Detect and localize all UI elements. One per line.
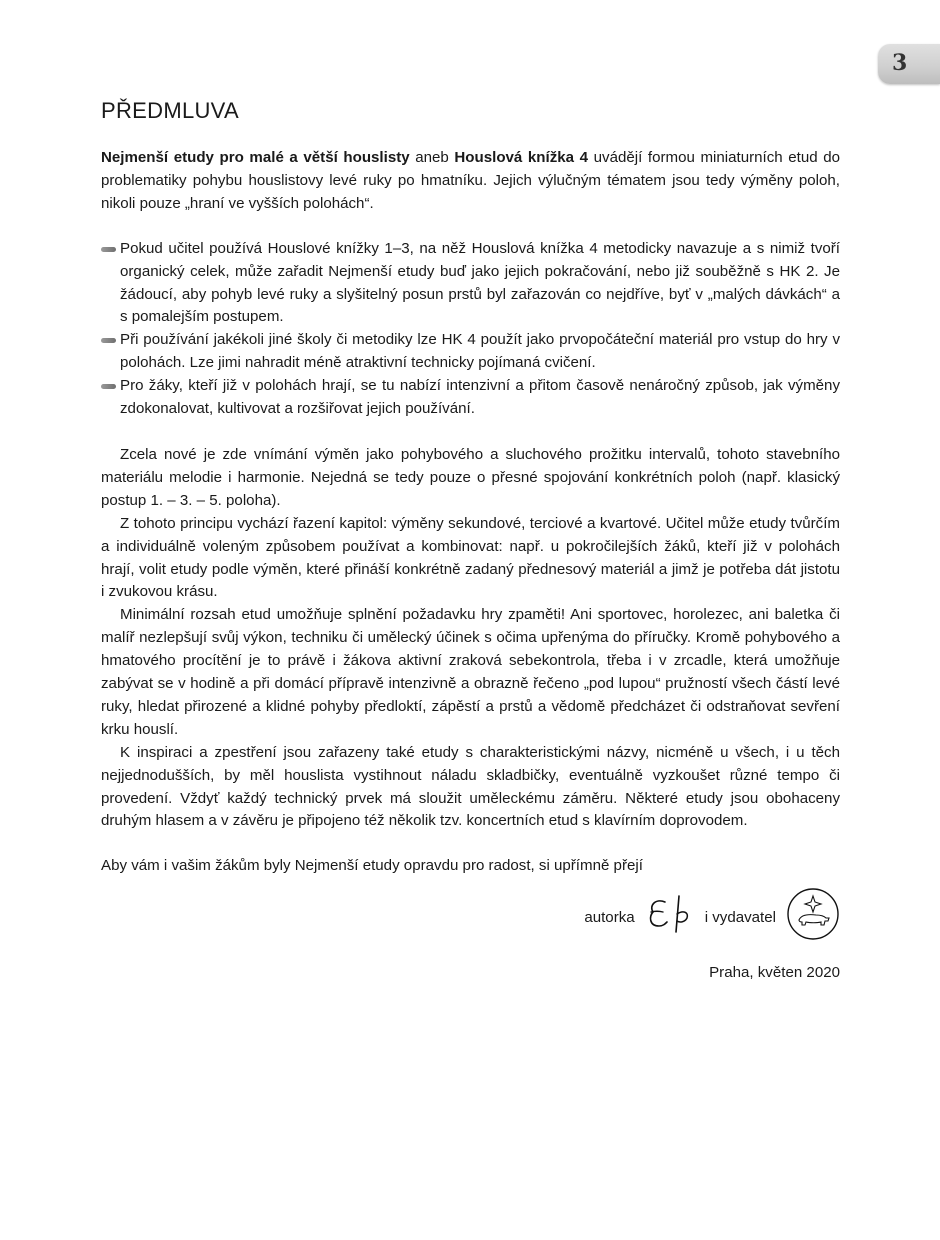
signature-line xyxy=(101,890,840,946)
body-paragraph: Zcela nové je zde vnímání výměn jako pohybového a sluchového prožitku intervalů, tohoto stavebního materiálu melodie i harmonie. Nejedná se tedy pouze o přesné spojování konkrétních poloh (např. klasický postup 1. – 3. – 5. poloha). xyxy=(101,445,840,509)
bullet-item xyxy=(101,238,840,330)
bullet-item xyxy=(101,329,840,375)
preface-content xyxy=(101,98,840,985)
bullet-text: Pro žáky, kteří již v polohách hrají, se tu nabízí intenzivní a přitom časově nenáročný způsob, jak výměny zdokonalovat, kultivovat a rozšiřovat jejich používání. xyxy=(120,377,840,418)
body-paragraph: Minimální rozsah etud umožňuje splnění požadavku hry zpaměti! Ani sportovec, horolezec, ani baletka či malíř nezlepšují svůj výkon, techniku či umělecký účinek s očima upřenýma do příručky. Kromě pohybového a hmatového procítění je to právě i žákova aktivní zraková sebekontrola, třeba i v zrcadle, která umožňuje zabývat se v hodině a při domácí přípravě intenzivně a obrazně řečeno „pod lupou“ pružností všech částí levé ruky, hledat přirozené a klidné pohyby předloktí, zápěstí a prstů a vědomě předcházet či odstraňovat sevření krku houslí. xyxy=(101,606,840,738)
page-number: 3 xyxy=(892,50,908,76)
intro-paragraph xyxy=(101,147,840,216)
page-title: PŘEDMLUVA xyxy=(101,98,239,123)
intro-text-2: uvádějí formou miniaturních etud do problematiky pohybu houslistovy levé ruky po hmatníku. Jejich výlučným tématem jsou tedy výměny poloh, nikoli pouze „hraní ve vyšších polohách“. xyxy=(101,149,840,212)
bullet-item xyxy=(101,375,840,421)
bullet-icon xyxy=(101,338,116,343)
bullet-icon xyxy=(101,384,116,389)
body-paragraph: Z tohoto principu vychází řazení kapitol: výměny sekundové, terciové a kvartové. Učitel může etudy tvůrčím a individuálně voleným způsobem používat a kombinovat: např. u pokročilejších žáků, kteří již v polohách hrají, volit etudy podle výměn, které přináší konkrétně zadaný přednesový materiál a jimž je potřeba dát jistotu i zvukovou krásu. xyxy=(101,514,840,601)
bullet-list xyxy=(101,238,840,421)
intro-bold-book: Houslová knížka 4 xyxy=(454,149,589,166)
intro-bold-title: Nejmenší etudy pro malé a větší houslisty xyxy=(101,149,410,166)
handwritten-initials-icon xyxy=(645,894,695,942)
bullet-text: Pokud učitel používá Houslové knížky 1–3, na něž Houslová knížka 4 metodicky navazuje a s nimiž tvoří organický celek, může zařadit Nejmenší etudy buď jako jejich pokračování, nebo již souběžně s HK 2. Je žádoucí, aby pohyb levé ruky a slyšitelný posun prstů byl zařazován co nejdříve, byť v „malých dávkách“ a s pomalejším postupem. xyxy=(120,239,840,326)
bear-star-logo-icon xyxy=(786,887,840,949)
body-text xyxy=(101,444,840,833)
bullet-icon xyxy=(101,247,116,252)
place-date: Praha, květen 2020 xyxy=(709,964,840,982)
intro-text-1: aneb xyxy=(409,149,455,166)
bullet-text: Při používání jakékoli jiné školy či metodiky lze HK 4 použít jako prvopočáteční materiál pro vstup do hry v polohách. Lze jimi nahradit méně atraktivní technicky pojímaná cvičení. xyxy=(120,331,840,372)
page-number-tab xyxy=(878,44,940,84)
author-label: autorka xyxy=(584,908,635,926)
publisher-label: i vydavatel xyxy=(704,908,776,926)
closing-sentence: Aby vám i vašim žákům byly Nejmenší etudy opravdu pro radost, si upřímně přejí xyxy=(101,857,643,875)
body-paragraph: K inspiraci a zpestření jsou zařazeny také etudy s charakteristickými názvy, nicméně u všech, i u těch nejjednodušších, by měl houslista vystihnout náladu skladbičky, eventuálně vyzkoušet různé tempo či provedení. Vždyť každý technický prvek má sloužit uměleckému záměru. Některé etudy jsou obohaceny druhým hlasem a v závěru je připojeno též několik tzv. koncertních etud s klavírním doprovodem. xyxy=(101,743,840,830)
